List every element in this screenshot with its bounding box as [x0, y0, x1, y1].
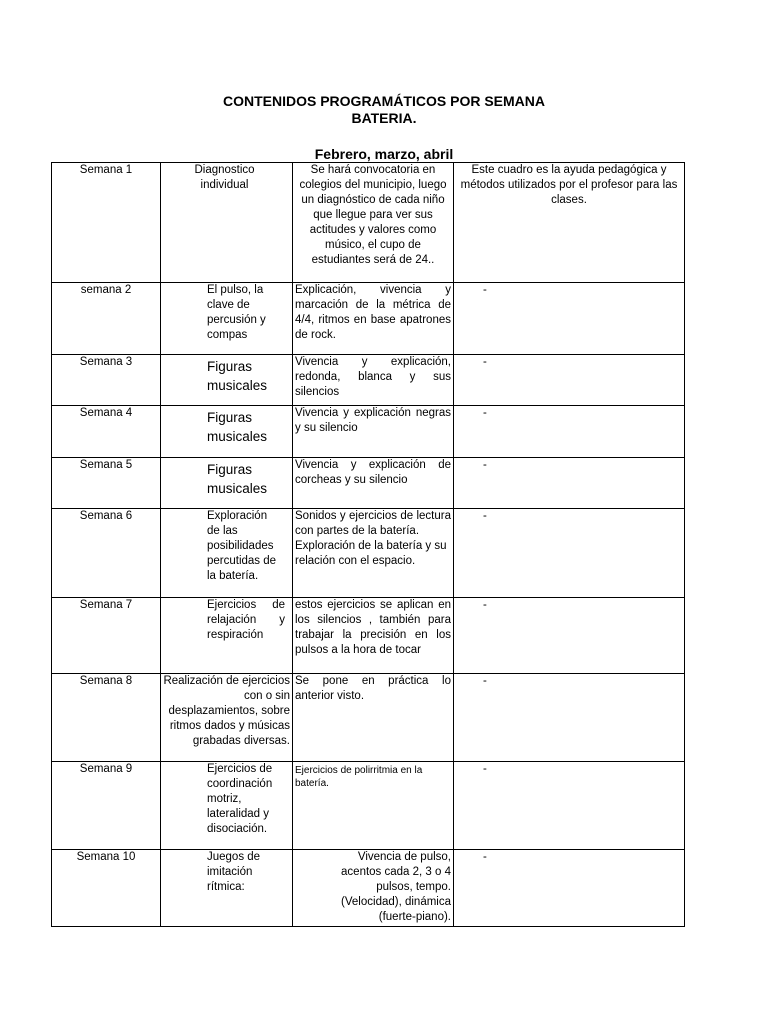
note-cell: [454, 355, 685, 406]
activity-cell: [293, 762, 454, 850]
week-cell: Semana 1: [52, 163, 161, 283]
topic-text: El pulso, la clave de percusión y compas: [207, 284, 266, 341]
table-row: [52, 598, 685, 674]
topic-cell: [161, 762, 293, 850]
week-cell: Semana 9: [52, 762, 161, 850]
table-row: [52, 762, 685, 850]
activity-text: Explicación, vivencia y marcación de la métrica de 4/4, ritmos en base apatrones de rock.: [295, 284, 451, 341]
note-cell: [454, 406, 685, 458]
topic-text: Exploración de las posibilidades percutidas de la batería.: [207, 510, 277, 582]
topic-cell: [161, 850, 293, 927]
table-row: [52, 458, 685, 509]
table-row: [52, 850, 685, 927]
note-cell: [454, 674, 685, 762]
document-subtitle: BATERIA.: [351, 110, 417, 126]
note-text: -: [483, 459, 487, 471]
activity-cell: [293, 850, 454, 927]
activity-cell: [293, 509, 454, 598]
note-cell: [454, 850, 685, 927]
weekly-content-table: [51, 162, 685, 927]
period-heading: Febrero, marzo, abril: [314, 146, 454, 162]
table-row: [52, 355, 685, 406]
activity-text: Vivencia y explicación negras y su silencio: [295, 407, 451, 434]
activity-text: Vivencia de pulso, acentos cada 2, 3 o 4 pulsos, tempo. (Velocidad), dinámica (fuerte-piano).: [341, 851, 451, 923]
activity-cell: [293, 163, 454, 283]
activity-text: Se pone en práctica lo anterior visto.: [295, 675, 451, 702]
topic-cell: [161, 598, 293, 674]
note-text: -: [483, 599, 487, 611]
note-cell: [454, 283, 685, 355]
activity-cell: [293, 598, 454, 674]
topic-cell: [161, 355, 293, 406]
note-cell: [454, 762, 685, 850]
week-cell: semana 2: [52, 283, 161, 355]
topic-text: Figuras musicales: [207, 359, 268, 393]
topic-cell: [161, 163, 293, 283]
week-cell: Semana 8: [52, 674, 161, 762]
note-cell: [454, 163, 685, 283]
note-cell: [454, 458, 685, 509]
table-row: [52, 406, 685, 458]
topic-text: Ejercicios de relajación y respiración: [207, 599, 285, 641]
note-text: -: [483, 284, 487, 296]
week-cell: Semana 5: [52, 458, 161, 509]
topic-cell: [161, 283, 293, 355]
topic-cell: [161, 406, 293, 458]
note-cell: [454, 509, 685, 598]
activity-cell: [293, 283, 454, 355]
topic-cell: [161, 458, 293, 509]
activity-cell: [293, 674, 454, 762]
week-cell: Semana 3: [52, 355, 161, 406]
activity-text: Vivencia y explicación, redonda, blanca y sus silencios: [295, 356, 451, 398]
week-cell: Semana 6: [52, 509, 161, 598]
table-row: [52, 163, 685, 283]
activity-text-2: Exploración de la batería y su relación con el espacio.: [295, 540, 447, 567]
activity-text: estos ejercicios se aplican en los silencios , también para trabajar la precisión en los pulsos a la hora de tocar: [295, 599, 451, 656]
table-row: [52, 283, 685, 355]
week-cell: Semana 7: [52, 598, 161, 674]
topic-text: Ejercicios de coordinación motriz, lateralidad y disociación.: [207, 763, 273, 835]
activity-cell: [293, 406, 454, 458]
document-title: CONTENIDOS PROGRAMÁTICOS POR SEMANA: [222, 93, 545, 109]
topic-text: Figuras musicales: [207, 410, 268, 444]
week-cell: Semana 4: [52, 406, 161, 458]
topic-cell: [161, 509, 293, 598]
activity-cell: [293, 355, 454, 406]
topic-text: Juegos de imitación rítmica:: [207, 851, 261, 893]
note-text: -: [483, 675, 487, 687]
topic-cell: [161, 674, 293, 762]
topic-text: Diagnostico individual: [194, 164, 255, 191]
topic-text: Realización de ejercicios con o sin desplazamientos, sobre ritmos dados y músicas grabadas diversas.: [163, 675, 290, 747]
activity-cell: [293, 458, 454, 509]
note-text: -: [483, 407, 487, 419]
table-row: [52, 509, 685, 598]
table-row: [52, 674, 685, 762]
note-text: -: [483, 763, 487, 775]
topic-text: Figuras musicales: [207, 462, 268, 496]
activity-text: Vivencia y explicación de corcheas y su silencio: [295, 459, 451, 486]
note-text: Este cuadro es la ayuda pedagógica y métodos utilizados por el profesor para las clases.: [460, 164, 678, 206]
activity-text: Sonidos y ejercicios de lectura con partes de la batería.: [295, 510, 451, 537]
activity-text: Ejercicios de polirritmia en la batería.: [295, 765, 423, 789]
note-cell: [454, 598, 685, 674]
week-cell: Semana 10: [52, 850, 161, 927]
note-text: -: [483, 356, 487, 368]
activity-text: Se hará convocatoria en colegios del municipio, luego un diagnóstico de cada niño que llegue para ver sus actitudes y valores como músico, el cupo de estudiantes será de 24..: [299, 164, 447, 266]
note-text: -: [483, 510, 487, 522]
note-text: -: [483, 851, 487, 863]
